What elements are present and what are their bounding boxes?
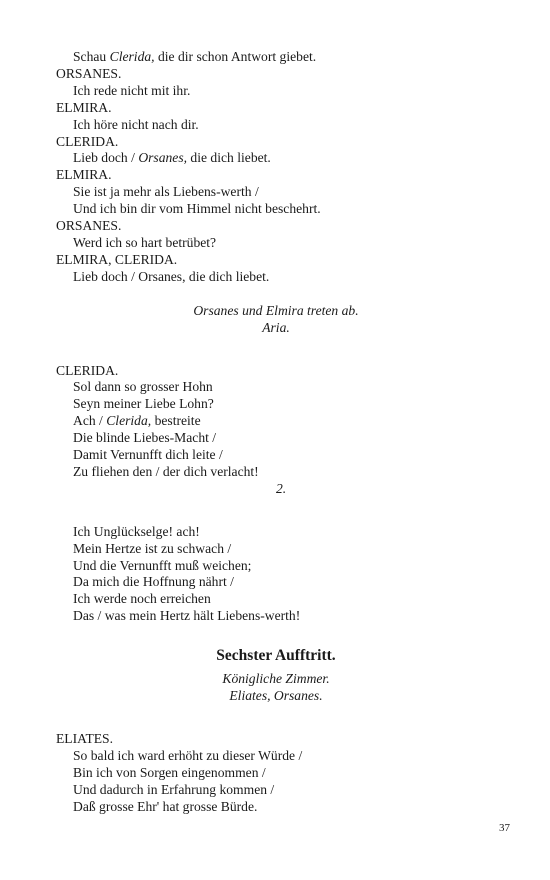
- verse-line: [56, 524, 496, 541]
- text-run: ELMIRA.: [56, 167, 112, 183]
- scene-heading: Sechster Aufftritt.: [216, 647, 336, 665]
- verse-line: [56, 396, 496, 413]
- text-run: ELIATES.: [56, 731, 114, 746]
- text-run: So bald ich ward erhöht zu dieser Würde /: [73, 747, 303, 763]
- text-run: Lieb doch / Orsanes, die dich liebet.: [73, 268, 270, 284]
- spacer: [56, 705, 496, 731]
- text-run: Ich werde noch erreichen: [73, 591, 211, 607]
- speaker-name: [56, 731, 496, 748]
- scene-setting-line-1: Königliche Zimmer.: [222, 671, 330, 687]
- text-run: Bin ich von Sorgen eingenommen /: [73, 764, 266, 780]
- text-run: Und dadurch in Erfahrung kommen /: [73, 781, 275, 797]
- spacer: [56, 625, 496, 642]
- speaker-name: [56, 167, 496, 184]
- verse-line: [56, 541, 496, 558]
- verse-line: [56, 235, 496, 252]
- text-run: Ich Unglückselge! ach!: [73, 523, 200, 539]
- verse-line: [56, 379, 496, 396]
- text-run: Daß grosse Ehr' hat grosse Bürde.: [73, 798, 258, 814]
- verse-line: [56, 608, 496, 625]
- page-number: 37: [499, 822, 510, 834]
- dialogue-block-3: [56, 731, 496, 816]
- italic-text: Clerida,: [109, 49, 155, 64]
- stanza-number: 2.: [276, 480, 287, 496]
- verse-line: [56, 464, 496, 481]
- verse-line: [56, 430, 496, 447]
- text-run: Das / was mein Hertz hält Liebens-werth!: [73, 608, 301, 624]
- verse-line: [56, 799, 496, 816]
- text-run: CLERIDA.: [56, 362, 119, 378]
- verse-line: [56, 765, 496, 782]
- page-text: [56, 49, 496, 816]
- text-run: Lieb doch /: [73, 150, 139, 166]
- text-run: ORSANES.: [56, 218, 122, 234]
- text-run: Mein Hertze ist zu schwach /: [73, 540, 232, 556]
- text-run: Damit Vernunfft dich leite /: [73, 447, 223, 463]
- aria-stanza-2: [56, 524, 496, 625]
- italic-text: Clerida,: [106, 413, 152, 429]
- spacer: [56, 498, 496, 524]
- dialogue-block-2: [56, 363, 496, 481]
- verse-line: [56, 782, 496, 799]
- verse-line: [56, 184, 496, 201]
- text-run: Ich rede nicht mit ihr.: [73, 82, 191, 98]
- verse-line: [56, 150, 496, 167]
- text-run: Sie ist ja mehr als Liebens-werth /: [73, 184, 259, 200]
- verse-line: [56, 558, 496, 575]
- text-run: Ach /: [73, 413, 107, 429]
- verse-line: [56, 748, 496, 765]
- text-run: Schau: [73, 49, 110, 64]
- verse-line: [56, 117, 496, 134]
- text-run: Werd ich so hart betrübet?: [73, 234, 217, 250]
- text-run: Sol dann so grosser Hohn: [73, 379, 213, 395]
- text-run: ELMIRA, CLERIDA.: [56, 251, 178, 267]
- text-run: Zu fliehen den / der dich verlacht!: [73, 463, 259, 479]
- scene-setting-line-2: Eliates, Orsanes.: [229, 688, 323, 704]
- verse-line: [56, 574, 496, 591]
- text-run: Ich höre nicht nach dir.: [73, 116, 199, 132]
- speaker-name: [56, 134, 496, 151]
- verse-line: [56, 201, 496, 218]
- text-run: Und ich bin dir vom Himmel nicht beschehrt.: [73, 201, 321, 217]
- speaker-name: [56, 218, 496, 235]
- text-run: Seyn meiner Liebe Lohn?: [73, 396, 214, 412]
- text-run: CLERIDA.: [56, 133, 119, 149]
- verse-line: [56, 447, 496, 464]
- spacer: [56, 337, 496, 363]
- speaker-name: [56, 66, 496, 83]
- spacer: [56, 286, 496, 303]
- stage-direction-line-1: Orsanes und Elmira treten ab.: [193, 302, 359, 318]
- text-run: die dir schon Antwort giebet.: [154, 49, 317, 64]
- text-run: Die blinde Liebes-Macht /: [73, 430, 217, 446]
- stage-direction-line-2: Aria.: [262, 319, 290, 335]
- text-run: Da mich die Hoffnung nährt /: [73, 574, 234, 590]
- verse-line: [56, 49, 496, 66]
- text-run: ORSANES.: [56, 65, 122, 81]
- text-run: Und die Vernunfft muß weichen;: [73, 557, 252, 573]
- verse-line: [56, 83, 496, 100]
- text-run: die dich liebet.: [187, 150, 271, 166]
- speaker-name: [56, 363, 496, 380]
- text-run: bestreite: [151, 413, 201, 429]
- verse-line: [56, 269, 496, 286]
- italic-text: Orsanes,: [138, 150, 188, 166]
- speaker-name: [56, 252, 496, 269]
- verse-line: [56, 413, 496, 430]
- verse-line: [56, 591, 496, 608]
- dialogue-block-1: [56, 49, 496, 286]
- text-run: ELMIRA.: [56, 99, 112, 115]
- speaker-name: [56, 100, 496, 117]
